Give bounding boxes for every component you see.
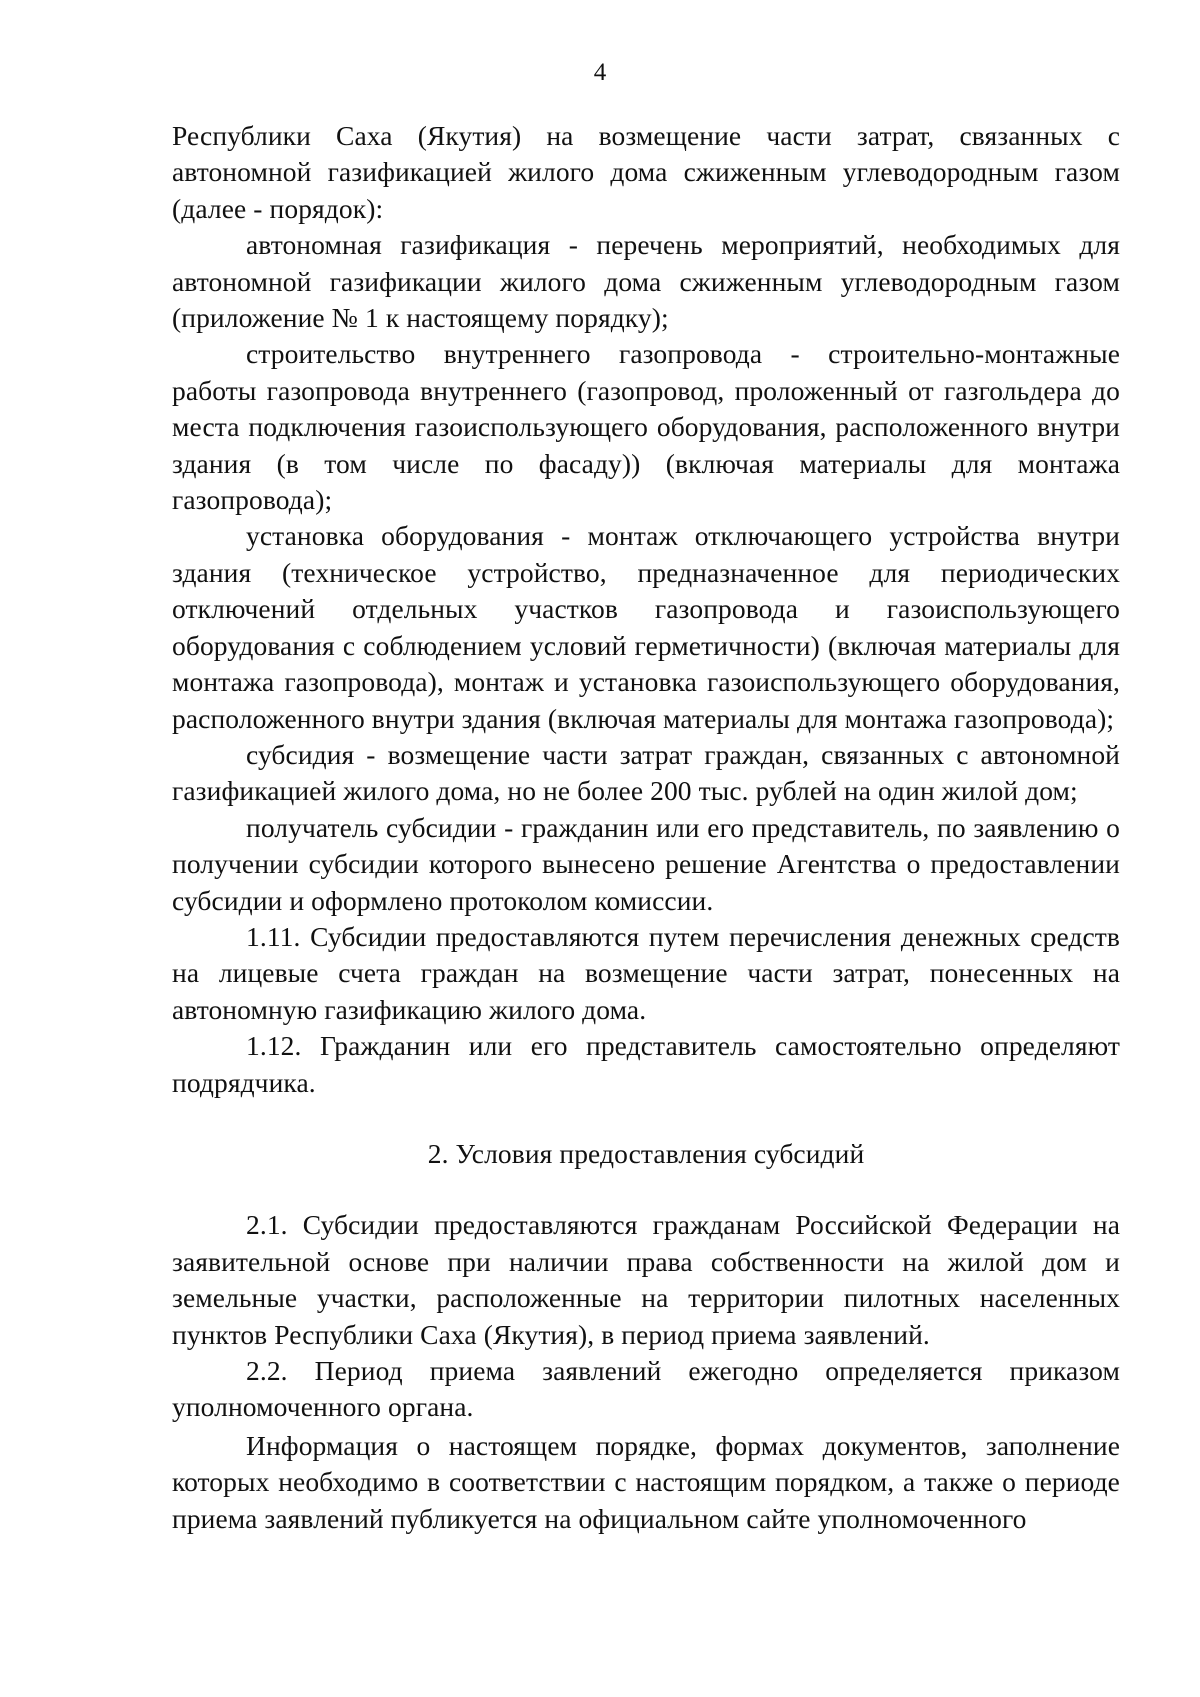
paragraph-definition-internal-pipeline: строительство внутреннего газопровода - строительно-монтажные работы газопровода внутреннего (газопровод, проложенный от газгольдера до места подключения газоиспользующего оборудования, расположенного внутри здания (в том числе по фасаду)) (включая материалы для монтажа газопровода); xyxy=(172,338,1120,516)
paragraph-continuation: Республики Саха (Якутия) на возмещение части затрат, связанных с автономной газификацией жилого дома сжиженным углеводородным газом (далее - порядок): xyxy=(172,120,1120,224)
document-body xyxy=(172,118,1120,1537)
paragraph-definition-subsidy: субсидия - возмещение части затрат граждан, связанных с автономной газификацией жилого дома, но не более 200 тыс. рублей на один жилой дом; xyxy=(172,738,1120,807)
paragraph-1-12: 1.12. Гражданин или его представитель самостоятельно определяют подрядчика. xyxy=(172,1030,1120,1098)
paragraph-2-2: 2.2. Период приема заявлений ежегодно определяется приказом уполномоченного органа. xyxy=(172,1355,1120,1423)
page-number: 4 xyxy=(593,59,607,86)
paragraph-definition-autonomous-gasification: автономная газификация - перечень мероприятий, необходимых для автономной газификации жилого дома сжиженным углеводородным газом (приложение № 1 к настоящему порядку); xyxy=(172,229,1120,334)
paragraph-1-11: 1.11. Субсидии предоставляются путем перечисления денежных средств на лицевые счета граждан на возмещение части затрат, понесенных на автономную газификацию жилого дома. xyxy=(172,920,1120,1025)
paragraph-information: Информация о настоящем порядке, формах документов, заполнение которых необходимо в соответствии с настоящим порядком, а также о периоде приема заявлений публикуется на официальном сайте уполномоченного xyxy=(172,1429,1120,1534)
section-heading: 2. Условия предоставления субсидий xyxy=(427,1137,865,1169)
paragraph-2-1: 2.1. Субсидии предоставляются гражданам Российской Федерации на заявительной основе при наличии права собственности на жилой дом и земельные участки, расположенные на территории пилотных населенных пунктов Республики Саха (Якутия), в период приема заявлений. xyxy=(172,1209,1120,1350)
paragraph-definition-equipment-installation: установка оборудования - монтаж отключающего устройства внутри здания (техническое устройство, предназначенное для периодических отключений отдельных участков газопровода и газоиспользующего оборудования с соблюдением условий герметичности) (включая материалы для монтажа газопровода), монтаж и установка газоиспользующего оборудования, расположенного внутри здания (включая материалы для монтажа газопровода); xyxy=(172,520,1120,734)
paragraph-definition-recipient: получатель субсидии - гражданин или его представитель, по заявлению о получении субсидии которого вынесено решение Агентства о предоставлении субсидии и оформлено протоколом комиссии. xyxy=(172,811,1120,916)
